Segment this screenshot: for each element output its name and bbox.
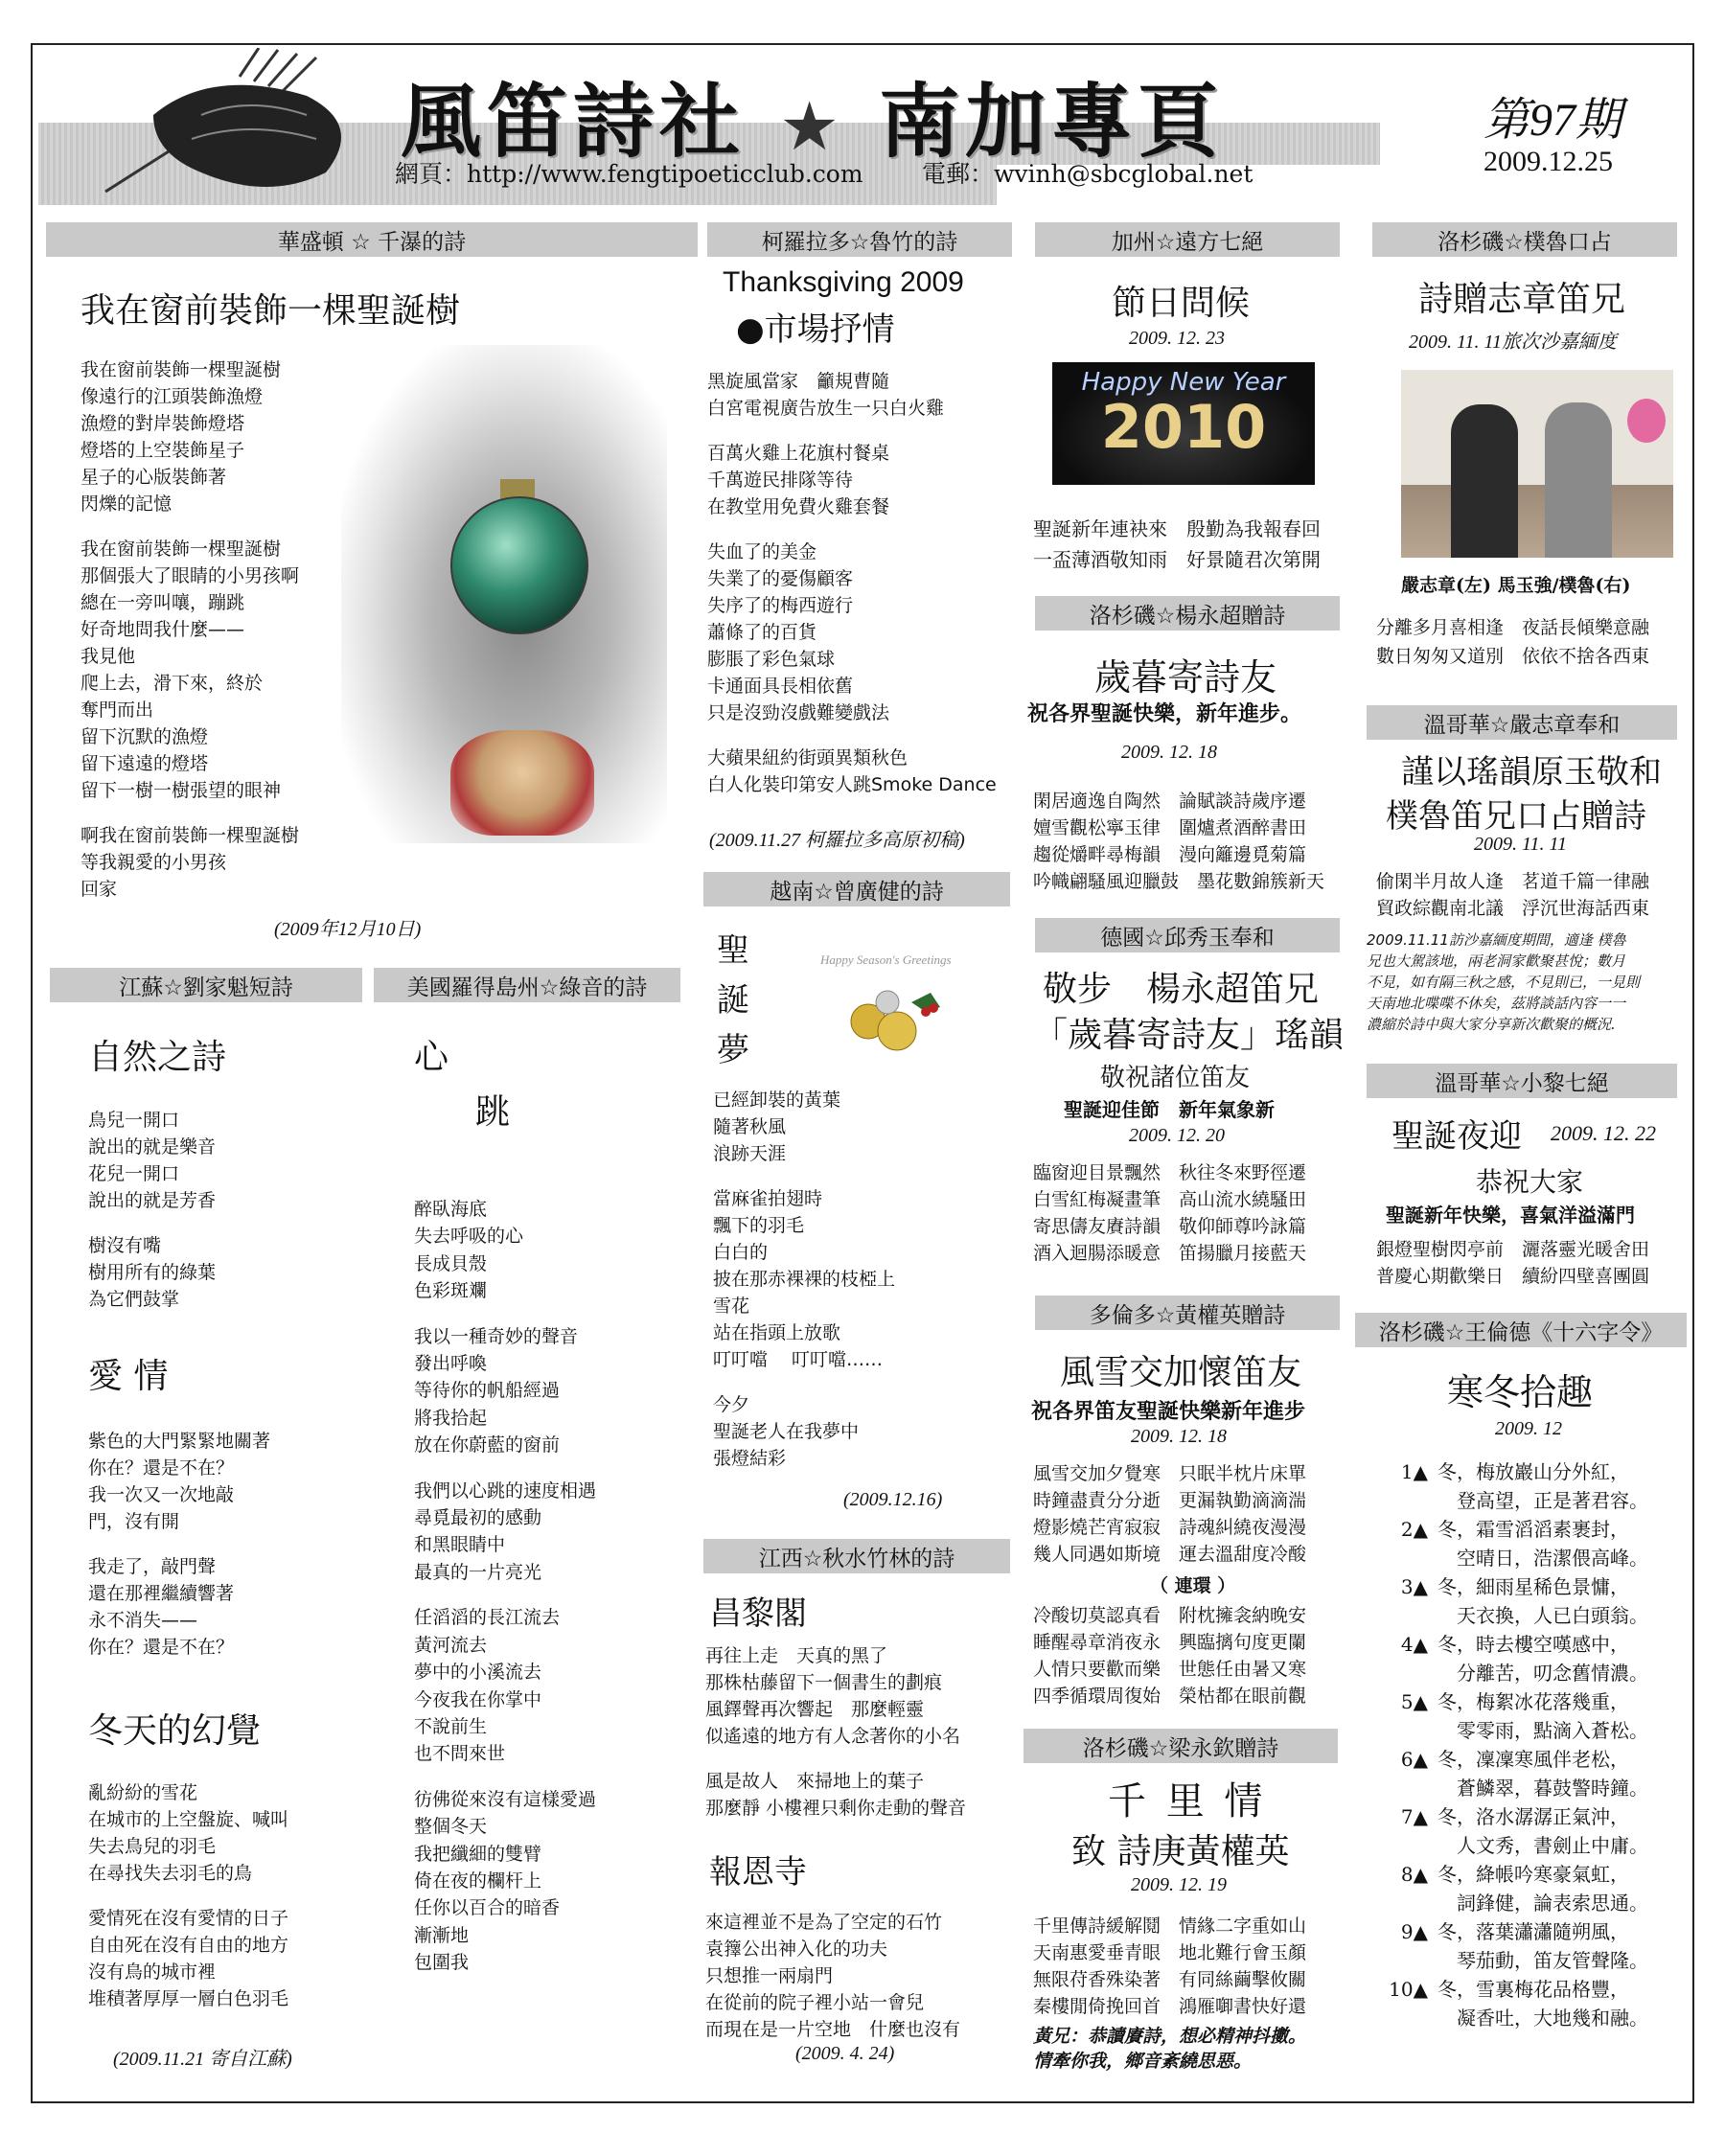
poem-line: 站在指頭上放歌 [713,1322,841,1343]
poem-line: 奪門而出 [80,700,154,721]
teddy-bear-image [450,730,594,836]
poem-subtitle: 聖誕新年快樂，喜氣洋溢滿門 [1386,1204,1635,1227]
poem-title-char: 聖 [717,931,749,970]
poem-body [713,1087,895,1472]
poem-date: 2009. 12. 19 [1131,1874,1227,1895]
poem-line: 失去鳥兒的羽毛 [88,1836,217,1857]
section-bar-qiushui: 江西☆秋水竹林的詩 [703,1539,1010,1573]
poem-line: 四季循環周復始 榮枯都在眼前觀 [1033,1686,1307,1707]
section-bar-huangquanying: 多倫多☆黃權英贈詩 [1035,1296,1340,1330]
section-bar-zengguangjian: 越南☆曾廣健的詩 [703,872,1010,906]
section-bar-xiaoli: 溫哥華☆小黎七絕 [1367,1064,1677,1098]
poem-title: Thanksgiving 2009 [723,266,964,298]
poem-line: 再往上走 天真的黑了 [705,1645,888,1666]
poem-line: 卡通面具長相依舊 [707,676,854,697]
poem-number: 5▲ [1400,1690,1428,1713]
poem-title: 詩贈志章笛兄 [1418,280,1626,319]
poem-line: 白宮電視廣告放生一只白火雞 [707,398,945,419]
poem-line: 包圍我 [414,1952,470,1974]
poem-line: 留下沉默的漁燈 [80,726,209,747]
section-bar-qiuxiuyu: 德國☆邱秀玉奉和 [1035,918,1340,952]
poem-body [1033,514,1321,575]
poem-title: 致 詩庚黃權英 [1071,1832,1290,1871]
poem-line: 偷閑半月故人逢 茗道千篇一律融 [1376,871,1650,892]
poem-line: 無限苻香殊染著 有同絲繭擊攸關 [1033,1969,1307,1990]
poem-line: 浪跡天涯 [713,1143,787,1164]
poem-line: 失血了的美金 [707,541,817,562]
poem-number: 7▲ [1400,1805,1428,1828]
happy-new-year-2010-image [1052,362,1315,485]
poem-line: 叮叮噹 叮叮噹…… [713,1349,884,1370]
poem-line: 尋覓最初的感動 [414,1507,542,1529]
poem-line: 酒入迴腸添暖意 笛揚臘月接藍天 [1033,1243,1307,1264]
poem-line: 白白的 [713,1242,769,1263]
poem-line: 濃縮於詩中與大家分享新次歡聚的概況. [1367,1016,1616,1033]
poem-line: 時鐘盡責分分逝 更漏執勤滴滴湍 [1033,1490,1307,1511]
poem-line: 只是沒勁沒戲難變戲法 [707,702,890,723]
poem-line: 睡醒尋章消夜永 興臨摛句度更闌 [1033,1632,1307,1653]
poem-line: 飄下的羽毛 [713,1215,805,1236]
poem-line: 隨著秋風 [713,1116,787,1137]
poem-line: 今夜我在你掌中 [414,1688,542,1710]
poem-line: 整個冬天 [414,1816,488,1838]
poem-line: 愛情死在沒有愛情的日子 [88,1908,289,1929]
poem-line: 黑旋風當家 籲規曹隨 [707,371,890,392]
poem-line: 樹沒有嘴 [88,1235,162,1256]
poem-line: 趨從爝畔尋梅韻 漫向籬邊覓菊篇 [1033,844,1307,865]
image-greeting: Happy New Year [1081,368,1286,397]
poem-line: 閑居適逸自陶然 論賦談詩歲序遷 [1033,791,1307,812]
poem-line: 燈影燒芒宵寂寂 詩魂糾繞夜漫漫 [1033,1517,1307,1538]
poem-number: 8▲ [1400,1863,1428,1886]
poem-line: 失去呼吸的心 [414,1226,524,1248]
poem-line: 情牽你我，鄉音紊繞思惡。 [1033,2051,1253,2072]
poem-line [713,1373,895,1391]
poem-line: 沒有鳥的城市裡 [88,1961,217,1983]
poem-line: 不見，如有隔三秋之感，不見則已，一見則 [1367,974,1641,991]
poem-line: 門，沒有開 [88,1511,180,1532]
poem-line [88,1887,288,1905]
poem-body [1033,788,1324,895]
poem-line: 啊我在窗前裝飾一棵聖誕樹 [80,825,300,846]
poem-line: 那株枯藤留下一個書生的劃痕 [705,1672,943,1693]
poem-line: 普慶心期歡樂日 續紛四壁喜團圓 [1376,1266,1650,1287]
poem-subtitle: ●市場抒情 [736,310,895,349]
poem-line: 千萬遊民排隊等待 [707,470,854,491]
bagpipe-icon [96,48,374,201]
poem-line: 自由死在沒有自由的地方 [88,1935,289,1956]
poem-line: 貿政綜觀南北議 浮沉世海話西東 [1376,898,1650,919]
poem-line: 銀燈聖樹閃亭前 灑落靈光暖舍田 [1376,1239,1650,1260]
section-bar-liujiakui: 江蘇☆劉家魁短詩 [50,968,362,1002]
poem-title: 跳 [475,1092,511,1132]
poem-title: 愛 情 [88,1357,169,1396]
poem-signature: (2009.11.27 柯羅拉多高原初稿) [709,830,965,851]
poem-line: 聖誕老人在我夢中 [713,1421,860,1442]
poem-number: 3▲ [1400,1575,1428,1598]
poem-line: 兄也大駕該地，兩老洞家歡聚甚悅；數月 [1367,952,1626,970]
poem-line [88,1214,216,1232]
poem-number: 1▲ [1400,1460,1428,1483]
poem-title: 謹以瑤韻原玉敬和 [1401,753,1662,791]
poem-line: 空晴日，浩潔偎高峰。 [1457,1547,1648,1570]
poem-line: 亂紛紛的雪花 [88,1782,198,1803]
section-bar-qianpu: 華盛頓 ☆ 千瀑的詩 [46,222,698,257]
poem-title-char: 誕 [717,981,749,1020]
poem-line [80,517,299,536]
poem-number: 10▲ [1389,1978,1428,2001]
photo-two-men [1401,370,1673,558]
section-bar-pulu: 洛杉磯☆樸魯口占 [1372,222,1677,257]
poem-line: 登高望，正是著君容。 [1457,1489,1648,1512]
poem-body [88,1779,288,2012]
section-bar-liangyongqin: 洛杉磯☆梁永欽贈詩 [1024,1729,1338,1763]
poem-line: 天南地北喋喋不休矣，茲將談話內容一一 [1367,995,1626,1012]
poem-line: 嬗雪觀松寧玉律 圍爐煮酒醉書田 [1033,817,1307,838]
poem-line: 色彩斑斕 [414,1280,488,1302]
section-bar-lvyin: 美國羅得島州☆綠音的詩 [374,968,680,1002]
poem-line: 雪花 [713,1296,750,1317]
poem-title: 節日問候 [1112,284,1251,323]
poem-line: 在教堂用免費火雞套餐 [707,496,890,517]
poem-date: 2009. 12. 23 [1129,328,1225,349]
poem-line: 紫色的大門緊緊地關著 [88,1431,271,1452]
poem-line: 幾人同遇如斯境 運去溫甜度冷酸 [1033,1544,1307,1565]
poem-number: 2▲ [1400,1518,1428,1541]
poem-body [705,1909,960,2043]
issue-number: 第97期 [1484,95,1622,146]
poem-body [1033,1159,1306,1267]
poem-line: 醉臥海底 [414,1199,488,1220]
poem-line: 我把纖細的雙臂 [414,1843,542,1865]
poem-line [705,1750,966,1768]
poem-line: 今夕 [713,1394,750,1415]
poem-body [1033,1460,1306,1568]
poem-line [713,1167,895,1185]
poem-line: 夢中的小溪流去 [414,1662,542,1684]
poem-line: 一盃薄酒敬知雨 好景隨君次第開 [1033,548,1321,571]
poem-line: 好奇地問我什麼—— [80,619,245,640]
poem-line: 黃河流去 [414,1634,488,1656]
poem-line: 風是故人 來掃地上的葉子 [705,1771,925,1792]
poem-line: 白人化裝印第安人跳Smoke Dance [707,774,997,795]
poem-line: 我一次又一次地敲 [88,1484,235,1505]
poem-number: 6▲ [1400,1748,1428,1771]
poem-signature: (2009.12.16) [843,1489,943,1510]
poem-line: 大蘋果紐約街頭異類秋色 [707,747,908,768]
poem-line [414,1586,596,1604]
poem-line: 寄思儔友賡詩韻 敬仰師尊吟詠篇 [1033,1216,1307,1237]
poem-line: 彷佛從來沒有這樣愛過 [414,1788,597,1810]
poem-title: 「歲暮寄詩友」瑤韻 [1033,1016,1345,1055]
section-bar-luzhu: 柯羅拉多☆魯竹的詩 [707,222,1012,257]
poem-line [414,1305,596,1323]
poem-line: 分離多月喜相逢 夜話長傾樂意融 [1376,617,1650,638]
poem-signature: (2009. 4. 24) [795,2043,895,2064]
poem-line: 膨脹了彩色氣球 [707,649,836,670]
poem-line: 留下一樹一樹張望的眼神 [80,780,282,801]
poem-line: 聖誕新年連袂來 殷勤為我報春回 [1033,517,1321,540]
poem-line [707,520,997,539]
poem-title: 自然之詩 [88,1038,227,1077]
poem-line: 你在？還是不在？ [88,1457,235,1479]
poem-line: 失業了的憂傷顧客 [707,568,854,589]
poem-body [414,1196,596,1977]
poem-subtitle: 祝各界聖誕快樂，新年進步。 [1027,701,1302,726]
poem-line: 黃兄：恭讀賡詩，想必精神抖擻。 [1033,2026,1307,2047]
poem-line: 當麻雀拍翅時 [713,1188,823,1209]
poem-line: 說出的就是芳香 [88,1190,217,1211]
poem-line: 凝香吐，大地幾和融。 [1457,2007,1648,2030]
ornament-text: Happy Season's Greetings [820,952,952,967]
website-link[interactable]: 網頁：http://www.fengtipoeticclub.com [395,160,863,188]
poem-line: 百萬火雞上花旗村餐桌 [707,443,890,464]
poem-subtitle: 恭祝大家 [1476,1166,1584,1198]
poem-line: 永不消失—— [88,1610,198,1631]
poem-line: 零零雨，點滴入蒼松。 [1457,1719,1648,1742]
issue-date: 2009.12.25 [1484,146,1613,177]
poem-link-label: （ 連環 ） [1150,1575,1236,1596]
poem-line: 留下遠遠的燈塔 [80,753,209,774]
poem-title: 我在窗前裝飾一棵聖誕樹 [80,291,461,331]
poem-line: 風鐸聲再次響起 那麼輕靈 [705,1699,925,1720]
poem-line: 吟幟翩騷風迎臘鼓 墨花數錦簇新天 [1033,871,1325,892]
poem-date: 2009. 12. 22 [1551,1121,1656,1145]
section-bar-yanzhizhang: 溫哥華☆嚴志章奉和 [1367,705,1677,740]
poem-date: 2009. 11. 11旅次沙嘉緬度 [1409,332,1618,353]
section-bar-yuanfang: 加州☆遠方七絕 [1035,222,1340,257]
poem-line: 風雪交加夕覺寒 只眠半枕片床單 [1033,1463,1307,1484]
poem-body [88,1428,270,1661]
poem-line: 天衣換，人已白頭翁。 [1457,1604,1648,1627]
poem-signature: (2009.11.21 寄自江蘇) [113,2049,292,2070]
poem-title: 報恩寺 [709,1853,807,1892]
poem-title: 聖誕夜迎 [1392,1117,1522,1156]
poem-title: 敬步 楊永超笛兄 [1043,970,1320,1009]
poem-line: 千里傳詩緩解鬩 情緣二字重如山 [1033,1915,1307,1937]
poem-line: 說出的就是樂音 [88,1136,217,1158]
poem-line [707,422,997,440]
author-note [1367,929,1640,1035]
poem-line: 將我拾起 [414,1407,488,1429]
poem-line [414,1459,596,1478]
poem-signature: (2009年12月10日) [274,919,422,940]
poem-body [1376,613,1649,671]
poem-line: 燈塔的上空裝飾星子 [80,440,245,461]
poem-line: 我們以心跳的速度相遇 [414,1479,597,1502]
poem-line: 冬，絳帳吟寒豪氣虹， [1438,1863,1629,1886]
poem-line: 袁籜公出神入化的功夫 [705,1938,888,1960]
poem-line: 冬，落葉瀟瀟隨朔風， [1438,1920,1629,1943]
poem-title: 寒冬拾趣 [1447,1371,1594,1413]
poem-line: 臨窗迎目景飄然 秋往冬來野徑遷 [1033,1162,1307,1183]
poem-title: 千 里 情 [1108,1779,1267,1823]
poem-line: 人文秀，書劍止中庸。 [1457,1834,1648,1857]
poem-date: 2009. 12. 20 [1129,1125,1225,1146]
poem-body [1033,1913,1306,2020]
poem-line: 似遙遠的地方有人念著你的小名 [705,1726,961,1747]
poem-line: 數日匆匆又道別 依依不捨各西東 [1376,646,1650,667]
poem-line [414,1768,596,1786]
poem-body [707,368,997,798]
poem-line: 在城市的上空盤旋、喊叫 [88,1809,289,1830]
poem-line: 倚在夜的欄杆上 [414,1869,542,1892]
poem-line: 冬，時去樓空嘆感中， [1438,1633,1629,1656]
poem-line: 在尋找失去羽毛的鳥 [88,1863,253,1884]
poem-line: 漁燈的對岸裝飾燈塔 [80,413,245,434]
poem-line: 人情只要歡而樂 世態任由暑又寒 [1033,1659,1307,1680]
poem-line: 爬上去，滑下來，終於 [80,673,264,694]
poem-line: 星子的心版裝飾著 [80,467,227,488]
poem-line: 等我親愛的小男孩 [80,852,227,873]
poem-date: 2009. 12 [1495,1418,1562,1439]
poem-date: 2009. 12. 18 [1131,1426,1227,1447]
poem-subtitle: 聖誕迎佳節 新年氣象新 [1064,1098,1275,1121]
poem-line: 放在你蔚藍的窗前 [414,1434,561,1456]
poem-line: 不說前生 [414,1715,488,1737]
poem-line: 只想推一兩扇門 [705,1965,834,1986]
poem-line: 冬，梅放巖山分外紅， [1438,1460,1629,1483]
poem-line: 我以一種奇妙的聲音 [414,1325,579,1347]
poem-body [88,1107,216,1313]
poem-line: 像遠行的江頭裝飾漁燈 [80,386,264,407]
poem-line: 我在窗前裝飾一棵聖誕樹 [80,359,282,380]
poem-date: 2009. 11. 11 [1474,834,1568,855]
poem-line: 任滔滔的長江流去 [414,1607,561,1629]
poem-body [80,356,299,903]
poem-line: 而現在是一片空地 什麼也沒有 [705,2019,961,2040]
email-link[interactable]: 電郵：wvinh@sbcglobal.net [922,160,1254,188]
section-bar-yangyongchao: 洛杉磯☆楊永超贈詩 [1035,596,1340,631]
poem-line: 冷酸切莫認真看 附枕擁衾納晚安 [1033,1605,1307,1626]
poem-line: 漸漸地 [414,1924,470,1946]
poem-line: 蕭條了的百貨 [707,622,817,643]
poem-line: 回家 [80,879,118,900]
poem-line: 總在一旁叫嚷，蹦跳 [80,592,245,613]
poem-line: 已經卸裝的黃葉 [713,1089,841,1111]
poem-line: 披在那赤裸裸的枝椏上 [713,1269,896,1290]
poem-note [1033,2024,1306,2074]
poem-number: 9▲ [1400,1920,1428,1943]
poem-line: 天南惠愛垂青眼 地北難行會玉顏 [1033,1942,1307,1963]
poem-line [80,804,299,822]
poem-body [705,1642,966,1822]
poem-line: 最真的一片亮光 [414,1561,542,1583]
poem-line: 我走了，敲門聲 [88,1556,217,1577]
poem-line: 來這裡並不是為了空定的石竹 [705,1912,943,1933]
poem-line [88,1535,270,1553]
poem-line: 堆積著厚厚一層白色羽毛 [88,1988,289,2009]
poem-line: 秦樓閒倚挽回首 鴻雁啣書快好還 [1033,1996,1307,2017]
poem-body [1376,868,1649,922]
poem-line: 2009.11.11訪沙嘉緬度期間，適逢 樸魯 [1367,931,1626,949]
poem-line: 還在那裡繼續響著 [88,1583,235,1604]
poem-subtitle: 敬祝諸位笛友 [1100,1064,1251,1092]
poem-line: 分離苦，叨念舊情濃。 [1457,1662,1648,1685]
poem-line [707,726,997,745]
poem-line: 長成貝殼 [414,1252,488,1274]
poem-body [1376,1236,1649,1290]
poem-number: 4▲ [1400,1633,1428,1656]
greeting-ornament-image [801,935,993,1069]
poem-line: 等待你的帆船經過 [414,1380,561,1402]
poem-line: 那個張大了眼睛的小男孩啊 [80,565,300,586]
poem-body [1033,1602,1306,1709]
poem-date: 2009. 12. 18 [1121,742,1217,763]
poem-title: 風雪交加懷笛友 [1060,1353,1302,1392]
poem-line: 發出呼喚 [414,1353,488,1375]
poem-line: 在從前的院子裡小站一會兒 [705,1992,925,2013]
poem-line: 詞鋒健，論表索思通。 [1457,1892,1648,1915]
ornament-ball-image [450,496,588,634]
poem-title: 昌黎閣 [709,1594,807,1633]
section-bar-wanglunde: 洛杉磯☆王倫德《十六字令》 [1355,1313,1687,1347]
poem-line: 那麼靜 小樓裡只剩你走動的聲音 [705,1798,967,1819]
poem-line: 我在窗前裝飾一棵聖誕樹 [80,539,282,560]
poem-line: 冬，細雨星稀色景慵， [1438,1575,1629,1598]
image-year: 2010 [1100,392,1267,462]
poem-line: 我見他 [80,646,136,667]
poem-title: 歲暮寄詩友 [1094,656,1277,699]
poem-line: 白雪紅梅凝畫筆 高山流水繞騷田 [1033,1189,1307,1210]
poem-line: 鳥兒一開口 [88,1110,180,1131]
poem-line: 冬，洛水潺潺正氣沖， [1438,1805,1629,1828]
poem-line: 為它們鼓掌 [88,1289,180,1310]
poem-line: 樹用所有的綠葉 [88,1262,217,1283]
poem-line: 閃爍的記憶 [80,493,172,515]
poem-line: 冬，凜凜寒風伴老松， [1438,1748,1629,1771]
poem-line: 冬，霜雪滔滔素裹封， [1438,1518,1629,1541]
page-title: 風笛詩社 ★ 南加專頁 [401,75,1225,169]
poem-line: 任你以百合的暗香 [414,1897,561,1919]
photo-caption: 嚴志章(左) 馬玉強/樸魯(右) [1401,575,1631,596]
poem-line: 琴茄動，笛友管聲隆。 [1457,1949,1648,1972]
poem-line: 失序了的梅西遊行 [707,595,854,616]
poem-line: 花兒一開口 [88,1163,180,1184]
poem-line: 和黑眼睛中 [414,1534,506,1556]
poem-title: 冬天的幻覺 [88,1711,262,1751]
poem-line: 你在？還是不在？ [88,1637,235,1658]
poem-line: 張燈結彩 [713,1448,787,1469]
poem-subtitle: 祝各界笛友聖誕快樂新年進步 [1031,1399,1306,1424]
poem-line: 蒼鱗翠，暮鼓警時鐘。 [1457,1777,1648,1800]
poem-line: 冬，梅絮冰花落幾重， [1438,1690,1629,1713]
poem-line: 冬，雪裏梅花品格豐， [1438,1978,1629,2001]
poem-line: 也不問來世 [414,1743,506,1765]
poem-title: 樸魯笛兄口占贈詩 [1386,797,1646,836]
poem-title: 心 [414,1038,449,1077]
poem-title-char: 夢 [717,1031,749,1069]
